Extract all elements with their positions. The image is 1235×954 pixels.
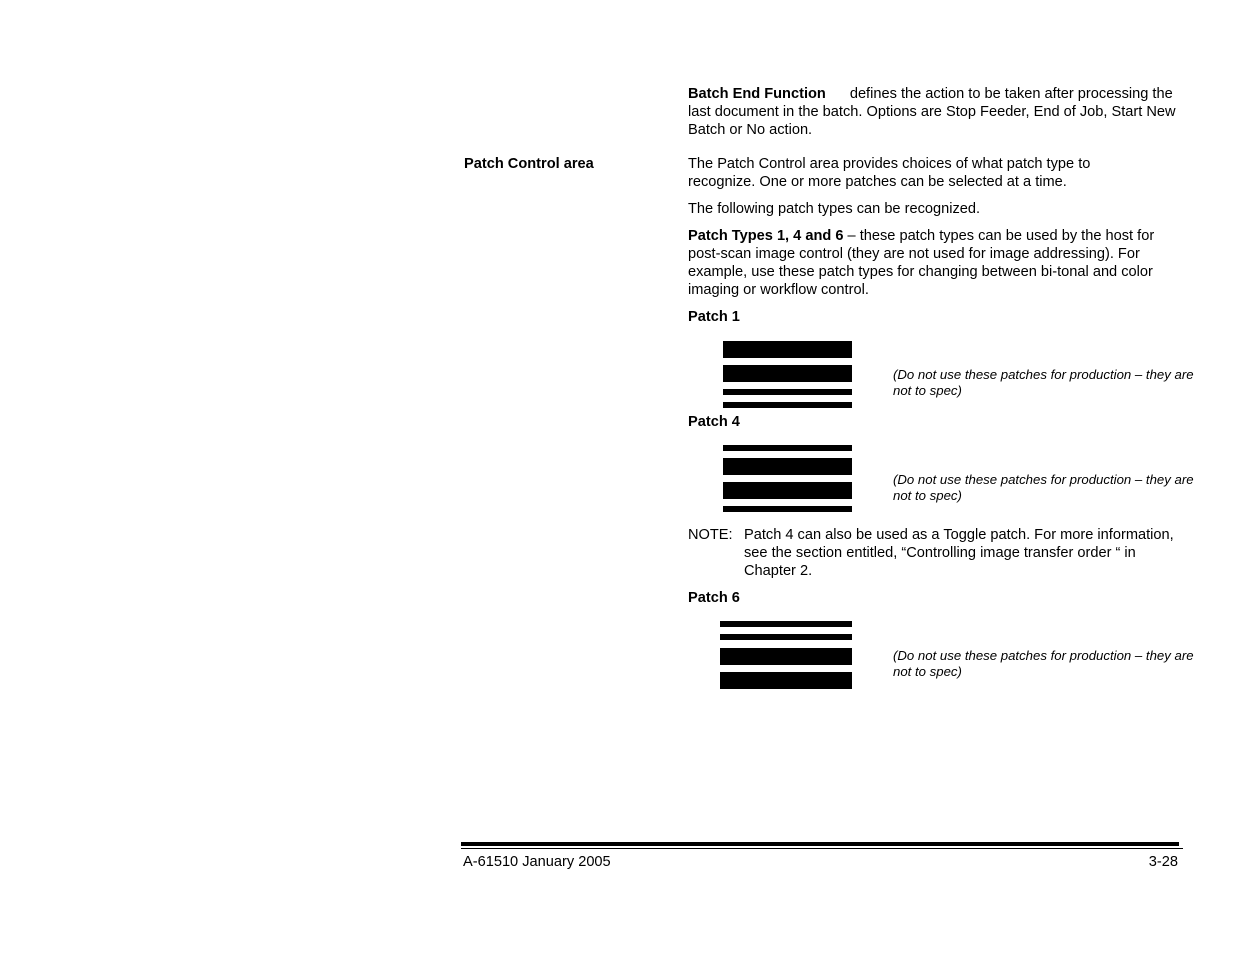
patch-1-label: Patch 1 [688, 309, 740, 325]
patch-following-text: The following patch types can be recognized. [688, 201, 981, 217]
patch-1-caution: (Do not use these patches for production – they are not to spec) [893, 367, 1194, 398]
patch-1-bar [723, 389, 852, 395]
patch-4-bar [723, 458, 852, 475]
patch-4-bar [723, 482, 852, 499]
batch-end-term: Batch End Function [688, 86, 826, 102]
patch-6-image [720, 621, 852, 690]
patch-6-caution: (Do not use these patches for production – they are not to spec) [893, 648, 1194, 679]
footer-page-number: 3-28 [1148, 854, 1178, 870]
patch-4-image [723, 445, 852, 513]
patch-6-label: Patch 6 [688, 590, 740, 606]
patch-4-bar [723, 506, 852, 512]
patch-6-bar [720, 621, 852, 627]
patch-types-paragraph [688, 227, 1188, 299]
patch-1-bar [723, 341, 852, 358]
patch-6-bar [720, 648, 852, 665]
footer-doc-id: A-61510 January 2005 [463, 854, 611, 870]
footer-rule-thin [461, 848, 1183, 849]
patch-1-bar [723, 402, 852, 408]
note-label: NOTE: [688, 527, 733, 543]
patch-control-intro: The Patch Control area provides choices of what patch type to recognize. One or more patches can be selected at a time. [688, 156, 1091, 190]
patch-types-description: – these patch types can be used by the host for post-scan image control (they are not used for image addressing). For example, use these patch types for changing between bi-tonal and color imaging or workflow control. [688, 228, 1155, 298]
batch-end-definition: defines the action to be taken after processing the last document in the batch. Options are Stop Feeder, End of Job, Start New Batch or No action. [688, 86, 1176, 138]
footer-rule-thick [461, 842, 1179, 846]
patch-1-bar [723, 365, 852, 382]
patch-4-caution: (Do not use these patches for production – they are not to spec) [893, 472, 1194, 503]
patch-types-term: Patch Types 1, 4 and 6 [688, 228, 844, 244]
patch-6-bar [720, 672, 852, 689]
patch-4-bar [723, 445, 852, 451]
patch-1-image [723, 341, 852, 409]
patch-control-heading: Patch Control area [464, 156, 594, 172]
batch-end-paragraph [688, 85, 1188, 139]
note-text: Patch 4 can also be used as a Toggle patch. For more information, see the section entitled, “Controlling image transfer order “ in Chapter 2. [744, 527, 1174, 579]
patch-4-label: Patch 4 [688, 414, 740, 430]
patch-6-bar [720, 634, 852, 640]
